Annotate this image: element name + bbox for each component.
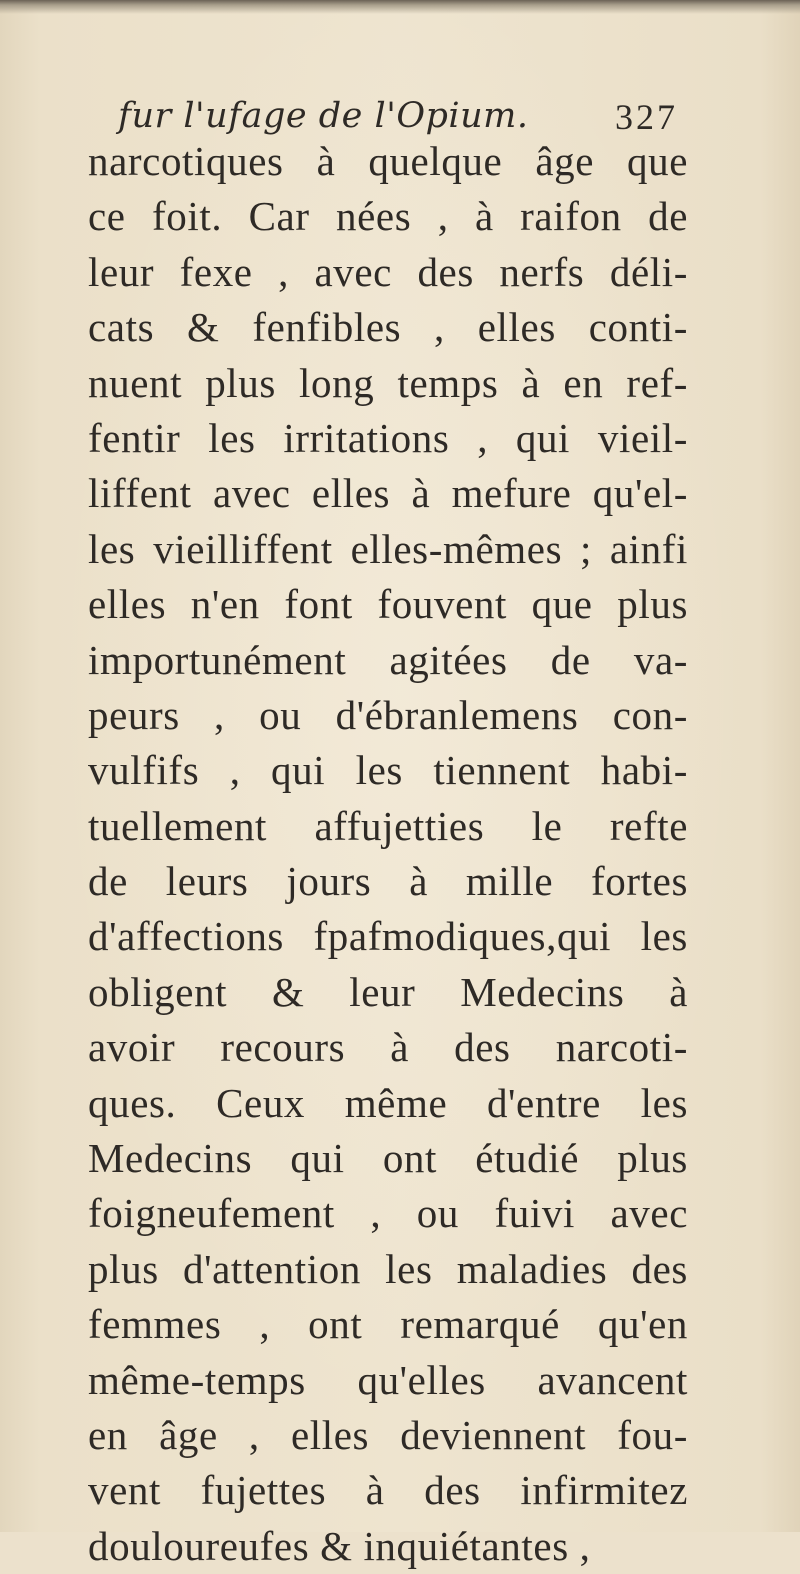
- text-line: nuent plus long temps à en ref-: [88, 359, 688, 406]
- text-line: même-temps qu'elles avancent: [88, 1356, 688, 1403]
- text-line: elles n'en font fouvent que plus: [88, 581, 688, 628]
- text-line: en âge , elles deviennent fou-: [88, 1411, 688, 1458]
- text-line: plus d'attention les maladies des: [88, 1245, 688, 1292]
- text-line: avoir recours à des narcoti-: [88, 1024, 688, 1071]
- text-line: narcotiques à quelque âge que: [88, 138, 688, 184]
- text-line: peurs , ou d'ébranlemens con-: [88, 691, 688, 738]
- text-line: leur fexe , avec des nerfs déli-: [88, 248, 688, 295]
- text-line: vent fujettes à des infirmitez: [88, 1467, 688, 1514]
- text-line: douloureufes & inquiétantes ,: [88, 1522, 591, 1569]
- running-title: fur l'ufage de l'Opium.: [118, 96, 529, 136]
- text-line: liffent avec elles à mefure qu'el-: [88, 470, 688, 517]
- body-text: [88, 134, 688, 1574]
- page-edge-shadow: [0, 0, 800, 14]
- text-line: vulfifs , qui les tiennent habi-: [88, 747, 688, 794]
- text-line: fentir les irritations , qui vieil-: [88, 414, 688, 461]
- text-line: d'affections fpafmodiques,qui les: [88, 913, 688, 960]
- text-line: femmes , ont remarqué qu'en: [88, 1301, 688, 1348]
- text-line: tuellement affujetties le refte: [88, 802, 688, 849]
- text-line: obligent & leur Medecins à: [88, 968, 688, 1015]
- text-line: ques. Ceux même d'entre les: [88, 1079, 688, 1126]
- page-number: 327: [615, 97, 678, 137]
- text-line: les vieilliffent elles-mêmes ; ainfi: [88, 525, 688, 572]
- text-line: cats & fenfibles , elles conti-: [88, 304, 688, 351]
- text-line: foigneufement , ou fuivi avec: [88, 1190, 688, 1237]
- text-line: de leurs jours à mille fortes: [88, 858, 688, 905]
- text-line: ce foit. Car nées , à raifon de: [88, 193, 688, 240]
- text-line: importunément agitées de va-: [88, 636, 688, 683]
- text-line: Medecins qui ont étudié plus: [88, 1135, 688, 1182]
